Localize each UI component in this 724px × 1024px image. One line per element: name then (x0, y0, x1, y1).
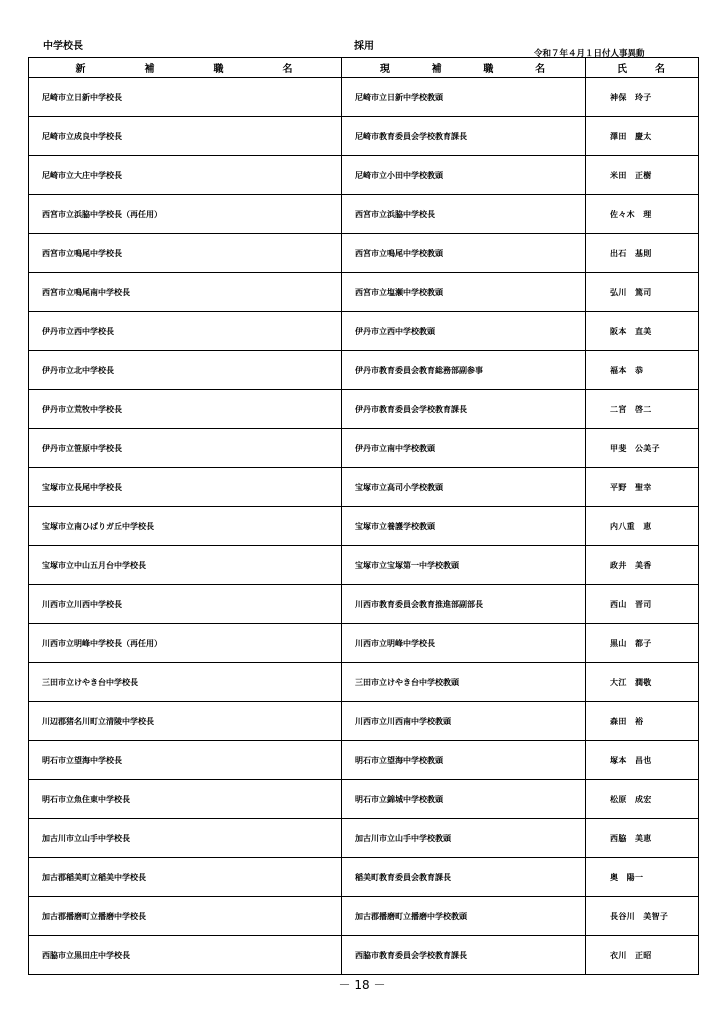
table-row (29, 312, 699, 351)
new-post-cell: 加古川市立山手中学校長 (29, 819, 342, 858)
current-post-cell: 伊丹市立西中学校教頭 (342, 312, 586, 351)
name-cell: 阪本 直美 (586, 312, 699, 351)
new-post-cell: 川西市立川西中学校長 (29, 585, 342, 624)
table-row (29, 468, 699, 507)
new-post-cell: 宝塚市立南ひばりガ丘中学校長 (29, 507, 342, 546)
new-post-cell: 尼崎市立成良中学校長 (29, 117, 342, 156)
table-header-row (29, 58, 699, 78)
new-post-cell: 川西市立明峰中学校長（再任用） (29, 624, 342, 663)
current-post-cell: 伊丹市教育委員会教育総務部副参事 (342, 351, 586, 390)
date-label: 令和７年４月１日付人事異動 (534, 49, 645, 59)
current-post-cell: 西宮市立塩瀬中学校教頭 (342, 273, 586, 312)
table-row (29, 195, 699, 234)
name-cell: 塚本 昌也 (586, 741, 699, 780)
name-cell: 米田 正樹 (586, 156, 699, 195)
table-row (29, 546, 699, 585)
new-post-cell: 宝塚市立中山五月台中学校長 (29, 546, 342, 585)
name-cell: 平野 聖幸 (586, 468, 699, 507)
new-post-cell: 明石市立望海中学校長 (29, 741, 342, 780)
current-post-cell: 宝塚市立養護学校教頭 (342, 507, 586, 546)
new-post-cell: 西脇市立黒田庄中学校長 (29, 936, 342, 975)
new-post-cell: 伊丹市立笹原中学校長 (29, 429, 342, 468)
col-header-name: 氏 名 (586, 58, 699, 78)
current-post-cell: 加古川市立山手中学校教頭 (342, 819, 586, 858)
current-post-cell: 伊丹市教育委員会学校教育課長 (342, 390, 586, 429)
table-row (29, 585, 699, 624)
current-post-cell: 伊丹市立南中学校教頭 (342, 429, 586, 468)
name-cell: 西山 晋司 (586, 585, 699, 624)
category-label: 採用 (354, 41, 374, 52)
name-cell: 弘川 篤司 (586, 273, 699, 312)
table-row (29, 156, 699, 195)
current-post-cell: 宝塚市立宝塚第一中学校教頭 (342, 546, 586, 585)
new-post-cell: 三田市立けやき台中学校長 (29, 663, 342, 702)
table-row (29, 858, 699, 897)
current-post-cell: 三田市立けやき台中学校教頭 (342, 663, 586, 702)
name-cell: 森田 裕 (586, 702, 699, 741)
new-post-cell: 伊丹市立荒牧中学校長 (29, 390, 342, 429)
table-row (29, 663, 699, 702)
name-cell: 松原 成宏 (586, 780, 699, 819)
current-post-cell: 宝塚市立高司小学校教頭 (342, 468, 586, 507)
name-cell: 福本 恭 (586, 351, 699, 390)
name-cell: 衣川 正昭 (586, 936, 699, 975)
table-row (29, 234, 699, 273)
table-row (29, 624, 699, 663)
table-row (29, 702, 699, 741)
new-post-cell: 西宮市立鳴尾南中学校長 (29, 273, 342, 312)
table-row (29, 741, 699, 780)
personnel-table (28, 57, 699, 975)
current-post-cell: 稲美町教育委員会教育課長 (342, 858, 586, 897)
name-cell: 政井 美香 (586, 546, 699, 585)
table-row (29, 507, 699, 546)
current-post-cell: 川西市立明峰中学校長 (342, 624, 586, 663)
name-cell: 黒山 都子 (586, 624, 699, 663)
current-post-cell: 明石市立望海中学校教頭 (342, 741, 586, 780)
name-cell: 西脇 美恵 (586, 819, 699, 858)
section-title: 中学校長 (43, 41, 83, 52)
table-row (29, 780, 699, 819)
table-row (29, 78, 699, 117)
name-cell: 澤田 慶太 (586, 117, 699, 156)
current-post-cell: 尼崎市教育委員会学校教育課長 (342, 117, 586, 156)
current-post-cell: 明石市立錦城中学校教頭 (342, 780, 586, 819)
col-header-new-post: 新 補 職 名 (29, 58, 342, 78)
new-post-cell: 川辺郡猪名川町立清陵中学校長 (29, 702, 342, 741)
current-post-cell: 西宮市立鳴尾中学校教頭 (342, 234, 586, 273)
new-post-cell: 尼崎市立日新中学校長 (29, 78, 342, 117)
table-row (29, 936, 699, 975)
col-header-current-post: 現 補 職 名 (342, 58, 586, 78)
table-row (29, 819, 699, 858)
new-post-cell: 加古郡稲美町立稲美中学校長 (29, 858, 342, 897)
table-row (29, 429, 699, 468)
name-cell: 甲斐 公美子 (586, 429, 699, 468)
current-post-cell: 加古郡播磨町立播磨中学校教頭 (342, 897, 586, 936)
table-row (29, 273, 699, 312)
name-cell: 佐々木 理 (586, 195, 699, 234)
name-cell: 神保 玲子 (586, 78, 699, 117)
table-row (29, 351, 699, 390)
new-post-cell: 伊丹市立西中学校長 (29, 312, 342, 351)
table-row (29, 390, 699, 429)
current-post-cell: 西宮市立浜脇中学校長 (342, 195, 586, 234)
name-cell: 内八重 恵 (586, 507, 699, 546)
table-row (29, 897, 699, 936)
page-number: － 18 － (338, 978, 386, 992)
name-cell: 大江 潤敬 (586, 663, 699, 702)
new-post-cell: 加古郡播磨町立播磨中学校長 (29, 897, 342, 936)
name-cell: 二宮 啓二 (586, 390, 699, 429)
current-post-cell: 尼崎市立日新中学校教頭 (342, 78, 586, 117)
new-post-cell: 明石市立魚住東中学校長 (29, 780, 342, 819)
new-post-cell: 尼崎市立大庄中学校長 (29, 156, 342, 195)
current-post-cell: 川西市教育委員会教育推進部副部長 (342, 585, 586, 624)
new-post-cell: 宝塚市立長尾中学校長 (29, 468, 342, 507)
new-post-cell: 西宮市立鳴尾中学校長 (29, 234, 342, 273)
current-post-cell: 川西市立川西南中学校教頭 (342, 702, 586, 741)
new-post-cell: 伊丹市立北中学校長 (29, 351, 342, 390)
current-post-cell: 尼崎市立小田中学校教頭 (342, 156, 586, 195)
name-cell: 出石 基則 (586, 234, 699, 273)
name-cell: 奥 陽一 (586, 858, 699, 897)
table-row (29, 117, 699, 156)
current-post-cell: 西脇市教育委員会学校教育課長 (342, 936, 586, 975)
new-post-cell: 西宮市立浜脇中学校長（再任用） (29, 195, 342, 234)
name-cell: 長谷川 美智子 (586, 897, 699, 936)
